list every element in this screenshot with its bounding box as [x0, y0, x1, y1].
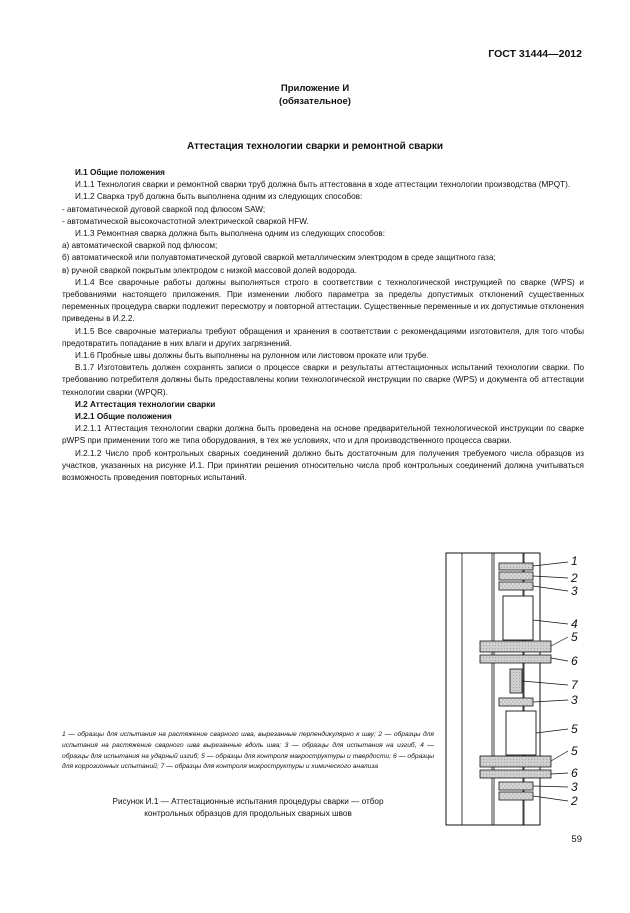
paragraph: И.2.1.1 Аттестация технологии сварки должна быть проведена на основе предварительной технологической инструкции по сварке pWPS при применении того же типа оборудования, в тех же условиях, что и для производственного процесса сварки. [62, 424, 584, 446]
plate-inner-left [462, 553, 492, 825]
paragraph: а) автоматической сваркой под флюсом; [62, 241, 218, 251]
specimen-4 [503, 596, 533, 640]
caption-line1: Рисунок И.1 — Аттестационные испытания процедуры сварки — отбор [112, 797, 384, 806]
paragraph: - автоматической высокочастотной электрической сваркой HFW. [62, 216, 309, 226]
figure-label: 3 [571, 780, 578, 794]
paragraph: - автоматической дуговой сваркой под флюсом SAW; [62, 204, 266, 214]
paragraph: И.1.5 Все сварочные материалы требуют обращения и хранения в соответствии с рекомендациями изготовителя, для того чтобы предотвратить попадание в них влаги и других загрязнений. [62, 326, 584, 348]
figure-label: 3 [571, 693, 578, 707]
figure-label: 5 [571, 722, 578, 736]
paragraph: И.1.1 Технология сварки и ремонтной сварки труб должна быть аттестована в ходе аттестации технологии производства (MPQT). [75, 180, 571, 190]
caption-line2: контрольных образцов для продольных сварных швов [144, 808, 352, 818]
section-title: Аттестация технологии сварки и ремонтной сварки [186, 141, 444, 152]
figure-label: 6 [571, 654, 578, 668]
specimen-6a [480, 655, 551, 663]
specimen-5c [480, 756, 551, 767]
section-heading: И.1 Общие положения [75, 168, 165, 177]
section-heading: И.2 Аттестация технологии сварки [75, 399, 216, 409]
specimen-3b [499, 698, 533, 706]
figure-label: 2 [571, 794, 578, 808]
specimen-2 [499, 572, 533, 580]
paragraph: б) автоматической или полуавтоматической дуговой сваркой металлическим электродом в среде защитного газа; [62, 253, 496, 263]
specimen-figure [440, 545, 590, 830]
specimen-5a [480, 641, 551, 652]
annex-heading [0, 82, 630, 108]
figure-label: 5 [571, 630, 578, 644]
paragraph: И.1.6 Пробные швы должны быть выполнены на рулонном или листовом прокате или трубе. [75, 351, 429, 361]
page-number: 59 [571, 834, 582, 845]
figure-legend: 1 — образцы для испытания на растяжение сварного шва, вырезанные перпендикулярно к шву; 2 — образцы для испытания на растяжение сварного шва вырезанные вдоль шва; 3 — образцы для испытания на изгиб, 4 — образцы для испытания на ударный изгиб; 5 — образцы для контроля макроструктуры и твердости; 6 — образцы для коррозионных испытаний; 7 — образцы для контроля микроструктуры и химического анализа [62, 731, 434, 771]
specimen-1 [499, 563, 533, 570]
paragraph: И.1.3 Ремонтная сварка должна быть выполнена одним из следующих способов: [75, 229, 385, 239]
figure-caption [62, 796, 434, 819]
specimen-7 [510, 669, 522, 693]
specimen-2b [499, 792, 533, 800]
paragraph: И.2.1.2 Число проб контрольных сварных соединений должно быть достаточным для получения требуемого числа образцов из участков, указанных на рисунке И.1. При принятии решения относительно числа проб контрольных соединений должна учитываться возможность проведения повторных испытаний. [62, 448, 584, 483]
paragraph: И.1.4 Все сварочные работы должны выполняться строго в соответствии с технологической инструкцией по сварке (WPS) и требованиями настоящего приложения. При изменении любого параметра за пределы допустимых отклонений существенных переменных процедура сварки подлежит пересмотру и повторной аттестации. Существенные переменные и их допустимые отклонения приведены в И.2.2. [62, 277, 584, 324]
figure-label: 3 [571, 584, 578, 598]
paragraph: В.1.7 Изготовитель должен сохранять записи о процессе сварки и результаты аттестационных испытаний технологии сварки. По требованию потребителя должны быть предоставлены копии технологической инструкции по сварке (WPS) и документа об аттестации технологии сварки (WPQR). [62, 363, 584, 397]
paragraph: И.1.2 Сварка труб должна быть выполнена одним из следующих способов: [75, 192, 363, 202]
section-heading: И.2.1 Общие положения [75, 412, 172, 422]
specimen-3 [499, 582, 533, 590]
specimen-5b [506, 711, 536, 755]
figure-label: 6 [571, 766, 578, 780]
specimen-3c [499, 782, 533, 790]
body-text [62, 167, 584, 484]
figure-label: 4 [571, 617, 578, 631]
specimen-6b [480, 770, 551, 778]
figure-label: 5 [571, 744, 578, 758]
paragraph: в) ручной сваркой покрытым электродом с низкой массовой долей водорода. [62, 265, 357, 275]
figure-label: 1 [571, 554, 578, 568]
figure-label: 7 [571, 678, 578, 692]
annex-line2: (обязательное) [279, 96, 351, 107]
standard-header: ГОСТ 31444—2012 [488, 48, 582, 60]
annex-line1: Приложение И [280, 83, 350, 94]
figure-label: 2 [571, 571, 578, 585]
